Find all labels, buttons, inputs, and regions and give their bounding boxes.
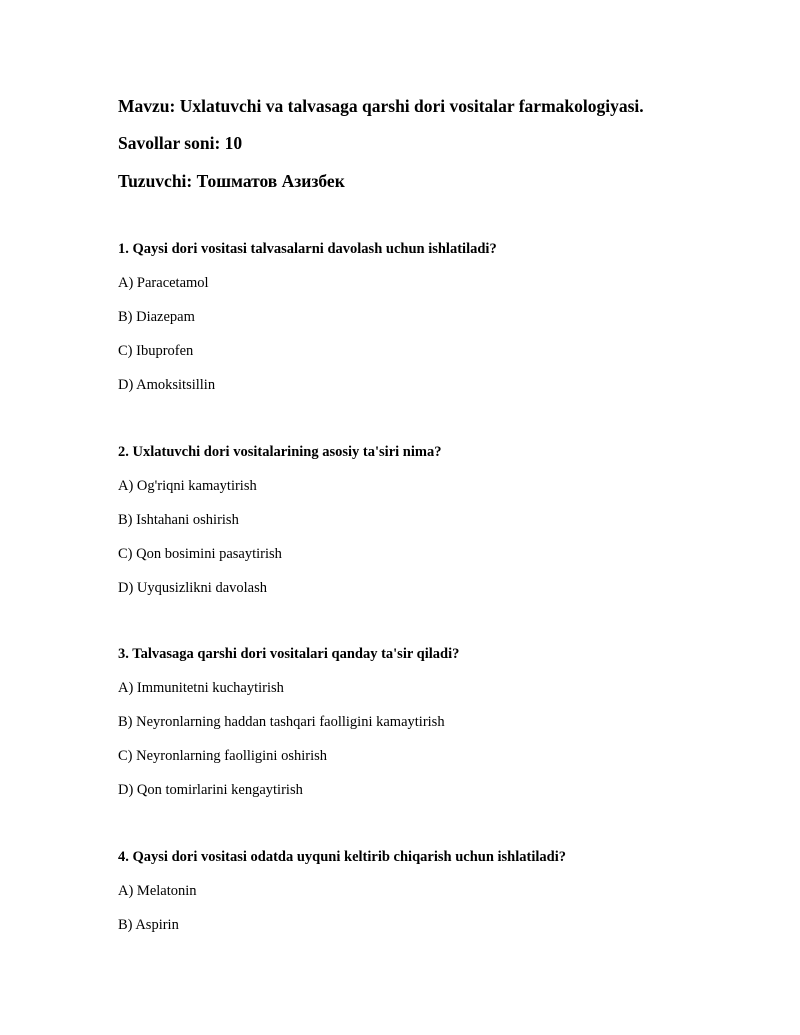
answer-option: C) Qon bosimini pasaytirish	[118, 546, 282, 562]
answer-option: B) Ishtahani oshirish	[118, 512, 239, 528]
topic-heading: Mavzu: Uxlatuvchi va talvasaga qarshi dori vositalar farmakologiyasi.	[118, 96, 644, 116]
answer-option: A) Og'riqni kamaytirish	[118, 478, 257, 494]
answer-option: D) Qon tomirlarini kengaytirish	[118, 782, 303, 798]
answer-option: D) Amoksitsillin	[118, 377, 216, 393]
answer-option: B) Diazepam	[118, 309, 195, 325]
question-block-1	[118, 240, 758, 394]
answer-option: C) Neyronlarning faolligini oshirish	[118, 748, 328, 764]
answer-option: B) Aspirin	[118, 917, 179, 933]
answer-option: A) Immunitetni kuchaytirish	[118, 680, 284, 696]
question-text: 1. Qaysi dori vositasi talvasalarni davolash uchun ishlatiladi?	[118, 241, 497, 257]
question-text: 3. Talvasaga qarshi dori vositalari qanday ta'sir qiladi?	[118, 646, 460, 662]
answer-option: D) Uyqusizlikni davolash	[118, 580, 268, 596]
question-block-4	[118, 848, 758, 934]
question-block-3	[118, 645, 758, 799]
answer-option: B) Neyronlarning haddan tashqari faolligini kamaytirish	[118, 714, 445, 730]
question-text: 2. Uxlatuvchi dori vositalarining asosiy ta'siri nima?	[118, 444, 442, 460]
author-line: Tuzuvchi: Тошматов Азизбек	[118, 171, 345, 191]
answer-option: A) Melatonin	[118, 883, 197, 899]
question-text: 4. Qaysi dori vositasi odatda uyquni keltirib chiqarish uchun ishlatiladi?	[118, 849, 567, 865]
answer-option: C) Ibuprofen	[118, 343, 194, 359]
answer-option: A) Paracetamol	[118, 275, 209, 291]
question-block-2	[118, 443, 758, 597]
question-count: Savollar soni: 10	[118, 133, 243, 153]
